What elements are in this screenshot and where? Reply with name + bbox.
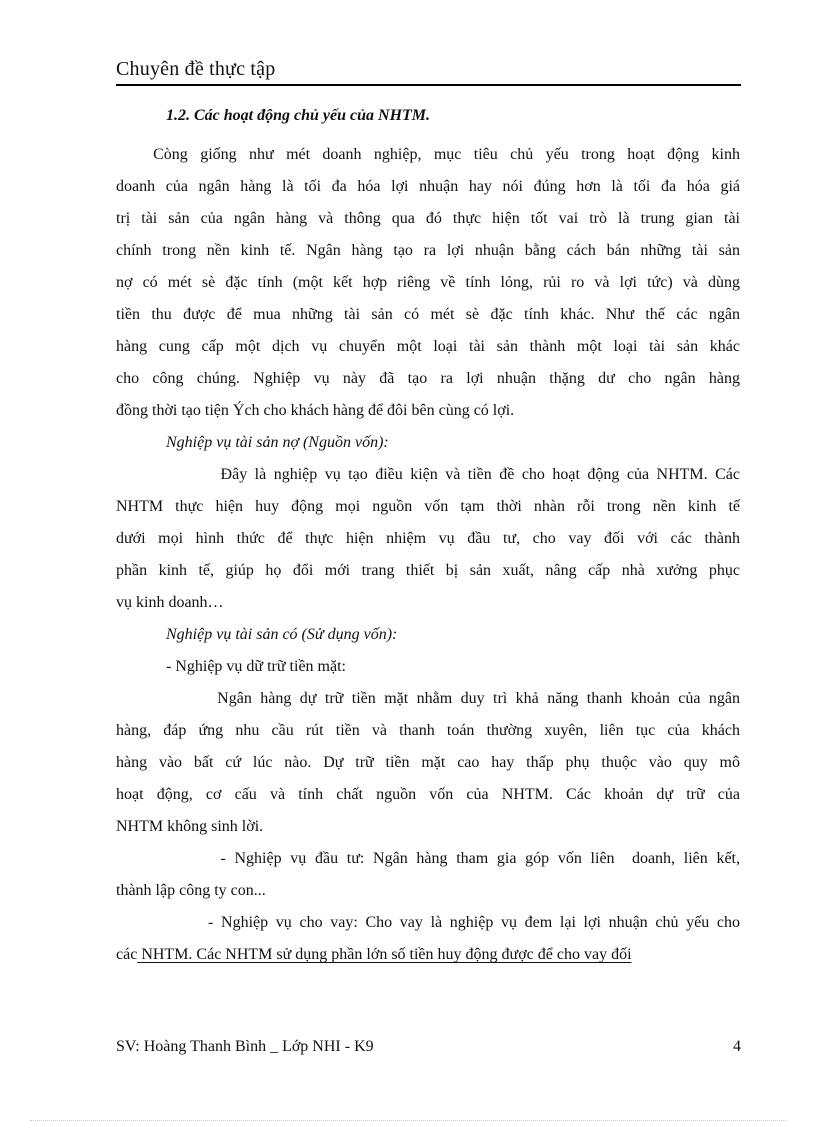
text-line: NHTM thực hiện huy động mọi nguồn vốn tạm thời nhàn rỗi trong nền kinh tế [116, 498, 740, 515]
paragraph-cash-reserve [116, 683, 740, 843]
text-line: phần kinh tế, giúp họ đổi mới trang thiết bị sản xuất, nâng cấp nhà xưởng phục [116, 562, 740, 579]
footer-student-info: SV: Hoàng Thanh Bình _ Lớp NHI - K9 [116, 1038, 374, 1055]
subheading-assets: Nghiệp vụ tài sản có (Sử dụng vốn): [166, 626, 398, 643]
section-heading: 1.2. Các hoạt động chủ yếu của NHTM. [166, 107, 431, 124]
text-line: - Nghiệp vụ cho vay: Cho vay là nghiệp vụ đem lại lợi nhuận chủ yếu cho [116, 914, 740, 931]
text-line: trị tài sản của ngân hàng và thông qua đó thực hiện tốt vai trò là trung gian tài [116, 210, 740, 227]
page-number: 4 [733, 1038, 741, 1055]
text-line: hàng, đáp ứng nhu cầu rút tiền và thanh toán thường xuyên, liên tục của khách [116, 722, 740, 739]
text-line: nợ có mét sè đặc tính (một kết hợp riêng về tính lỏng, rủi ro và lợi tức) và dùng [116, 274, 740, 291]
text-line: thành lập công ty con... [116, 882, 266, 899]
header-divider [116, 84, 741, 86]
document-body [116, 100, 740, 971]
text-line: đồng thời tạo tiện Ých cho khách hàng để đôi bên cùng có lợi. [116, 402, 515, 419]
text-line: tiền thu được để mua những tài sản có mét sè đặc tính khác. Như thế các ngân [116, 306, 740, 323]
paragraph-investment [116, 843, 740, 907]
paragraph-intro [116, 139, 740, 427]
text-line: chính trong nền kinh tế. Ngân hàng tạo ra lợi nhuận bằng cách bán những tài sản [116, 242, 740, 259]
page-header-title: Chuyên đề thực tập [116, 58, 276, 80]
subheading-liabilities: Nghiệp vụ tài sản nợ (Nguồn vốn): [166, 434, 389, 451]
bullet-cash-reserve: - Nghiệp vụ dữ trữ tiền mặt: [166, 658, 346, 675]
text-line: vụ kinh doanh… [116, 594, 224, 611]
text-line: - Nghiệp vụ đầu tư: Ngân hàng tham gia góp vốn liên doanh, liên kết, [116, 850, 740, 867]
text-line: hàng vào bất cứ lúc nào. Dự trữ tiền mặt cao hay thấp phụ thuộc vào quy mô [116, 754, 740, 771]
text-line [116, 939, 740, 971]
underlined-text: NHTM. Các NHTM sử dụng phần lớn số tiền huy động được để cho vay đối [137, 946, 632, 963]
text-line: dưới mọi hình thức để thực hiện nhiệm vụ đầu tư, cho vay đối với các thành [116, 530, 740, 547]
spacer [116, 132, 740, 139]
text-line: hàng cung cấp một dịch vụ chuyển một loại tài sản thành một loại tài sản khác [116, 338, 740, 355]
paragraph-lending [116, 907, 740, 971]
text-line: doanh của ngân hàng là tối đa hóa lợi nhuận hay nói đúng hơn là tối đa hóa giá [116, 178, 740, 195]
page-bottom-border [30, 1120, 786, 1121]
paragraph-liabilities [116, 459, 740, 619]
text-line: Còng giống như mét doanh nghiệp, mục tiêu chủ yếu trong hoạt động kinh [116, 146, 740, 163]
text-line: Đây là nghiệp vụ tạo điều kiện và tiền đề cho hoạt động của NHTM. Các [116, 466, 740, 483]
text-line: Ngân hàng dự trữ tiền mặt nhằm duy trì khả năng thanh khoản của ngân [116, 690, 740, 707]
text-line: NHTM không sinh lời. [116, 818, 264, 835]
text-line: hoạt động, cơ cấu và tính chất nguồn vốn của NHTM. Các khoản dự trữ của [116, 786, 740, 803]
text-fragment: các [116, 946, 138, 963]
text-line: cho công chúng. Nghiệp vụ này đã tạo ra lợi nhuận thặng dư cho ngân hàng [116, 370, 740, 387]
